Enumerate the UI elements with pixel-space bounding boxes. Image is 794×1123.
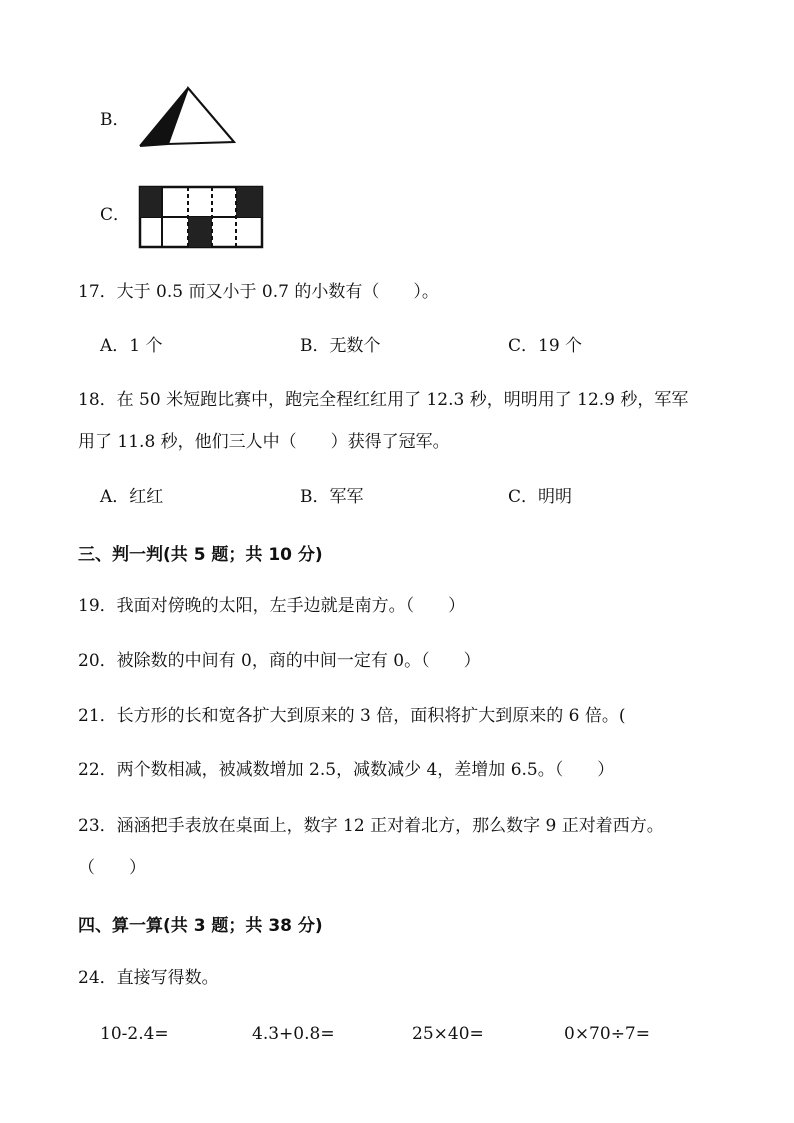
shaded-cell — [140, 187, 162, 217]
q20-stem: 20．被除数的中间有 0，商的中间一定有 0。（ ） — [78, 651, 481, 671]
q22-stem: 22．两个数相减，被减数增加 2.5，减数减少 4，差增加 6.5。（ ） — [78, 760, 615, 780]
pyramid-figure — [138, 84, 236, 148]
q19-stem: 19．我面对傍晚的太阳，左手边就是南方。（ ） — [78, 596, 466, 616]
q17-option-c: C．19 个 — [508, 336, 583, 356]
q18-option-b: B．军军 — [300, 487, 364, 507]
q17-option-b: B．无数个 — [300, 336, 381, 356]
q24-item-1: 10-2.4= — [100, 1024, 169, 1044]
q23-stem-line2: （ ） — [78, 858, 146, 878]
section3-title: 三、判一判(共 5 题；共 10 分) — [78, 545, 323, 565]
section4-title: 四、算一算(共 3 题；共 38 分) — [78, 916, 323, 936]
q18-option-c: C．明明 — [508, 487, 573, 507]
q21-stem: 21．长方形的长和宽各扩大到原来的 3 倍，面积将扩大到原来的 6 倍。( — [78, 706, 626, 726]
grid-net-figure — [138, 185, 264, 249]
q24-item-4: 0×70÷7= — [564, 1024, 650, 1044]
q17-option-a: A．1 个 — [100, 336, 163, 356]
shaded-cell — [188, 217, 212, 247]
option-c-label: C． — [100, 205, 131, 225]
q24-item-2: 4.3+0.8= — [252, 1024, 335, 1044]
q18-stem-line1: 18．在 50 米短跑比赛中，跑完全程红红用了 12.3 秒，明明用了 12.9 秒，军军 — [78, 390, 689, 410]
q17-stem: 17．大于 0.5 而又小于 0.7 的小数有（ ）。 — [78, 282, 439, 302]
pyramid-front-face — [168, 88, 234, 144]
q23-stem-line1: 23．涵涵把手表放在桌面上，数字 12 正对着北方，那么数字 9 正对着西方。 — [78, 816, 664, 836]
q18-option-a: A．红红 — [100, 487, 164, 507]
q24-stem: 24．直接写得数。 — [78, 968, 219, 988]
shaded-cell — [236, 187, 262, 217]
q18-stem-line2: 用了 11.8 秒，他们三人中（ ）获得了冠军。 — [78, 432, 450, 452]
q24-item-3: 25×40= — [412, 1024, 484, 1044]
option-b-label: B． — [100, 110, 130, 130]
